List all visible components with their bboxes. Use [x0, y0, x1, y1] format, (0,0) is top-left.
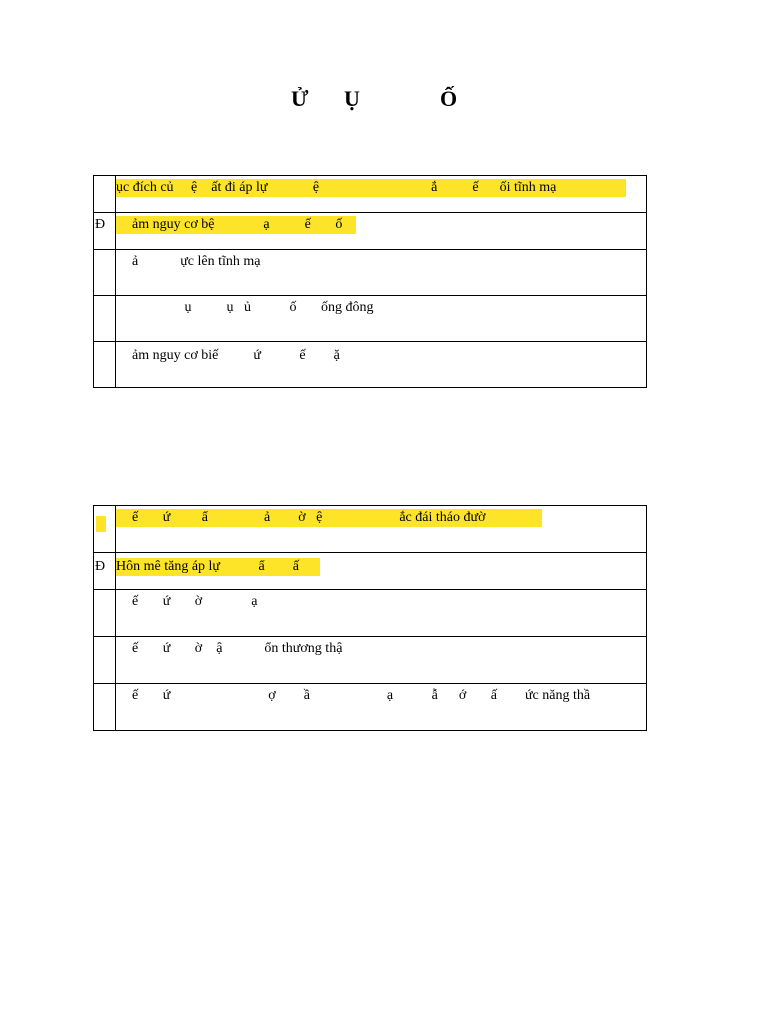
answer-cell — [116, 342, 647, 388]
answer-text: ụ ụ ủ ố ống đông — [132, 300, 374, 315]
answer-key-cell — [94, 553, 116, 590]
question-text: ục đích củ ệ ất đi áp lự ệ ắ ế ối tĩnh mạ — [116, 179, 626, 197]
answer-key-cell — [94, 250, 116, 296]
answer-key-cell — [94, 296, 116, 342]
answer-row[interactable] — [94, 553, 647, 590]
page-title — [0, 86, 768, 116]
answer-text: ế ứ ờ ậ ổn thương thậ — [132, 641, 343, 656]
question-cell — [116, 506, 647, 553]
answer-key-cell — [94, 506, 116, 553]
answer-text: ả ực lên tĩnh mạ — [132, 254, 261, 269]
answer-cell — [116, 684, 647, 731]
answer-row[interactable] — [94, 684, 647, 731]
answer-row[interactable] — [94, 342, 647, 388]
answer-key: Đ — [95, 217, 106, 232]
answer-cell — [116, 213, 647, 250]
answer-cell — [116, 250, 647, 296]
answer-key-cell — [94, 590, 116, 637]
answer-key-cell — [94, 342, 116, 388]
question-row — [94, 506, 647, 553]
answer-row[interactable] — [94, 250, 647, 296]
question-table-1 — [93, 175, 647, 388]
answer-key-cell — [94, 684, 116, 731]
question-text: ế ứ ẩ ả ờ ệ ắc đái tháo đườ — [116, 509, 542, 527]
answer-key-cell — [94, 637, 116, 684]
answer-row[interactable] — [94, 296, 647, 342]
highlight-mark — [96, 516, 106, 532]
answer-text: ế ứ ờ ạ — [132, 594, 258, 609]
answer-text: Hôn mê tăng áp lự ẩ ấ — [116, 558, 320, 576]
title-part-2: Ụ — [344, 86, 360, 111]
answer-row[interactable] — [94, 590, 647, 637]
answer-key-cell — [94, 176, 116, 213]
answer-text: ế ứ ợ ầ ạ ẫ ớ ấ ức năng thầ — [132, 688, 591, 703]
question-cell — [116, 176, 647, 213]
title-part-3: Ố — [440, 86, 458, 111]
answer-cell — [116, 637, 647, 684]
question-table-2 — [93, 505, 647, 731]
answer-key-cell — [94, 213, 116, 250]
question-row — [94, 176, 647, 213]
title-part-1: Ử — [291, 86, 309, 111]
answer-row[interactable] — [94, 213, 647, 250]
answer-cell — [116, 590, 647, 637]
answer-text: ảm nguy cơ biế ứ ế ặ — [132, 348, 340, 363]
answer-key: Đ — [95, 559, 106, 574]
answer-cell — [116, 296, 647, 342]
answer-row[interactable] — [94, 637, 647, 684]
answer-text: ảm nguy cơ bệ ạ ế ố — [116, 216, 356, 234]
answer-cell — [116, 553, 647, 590]
